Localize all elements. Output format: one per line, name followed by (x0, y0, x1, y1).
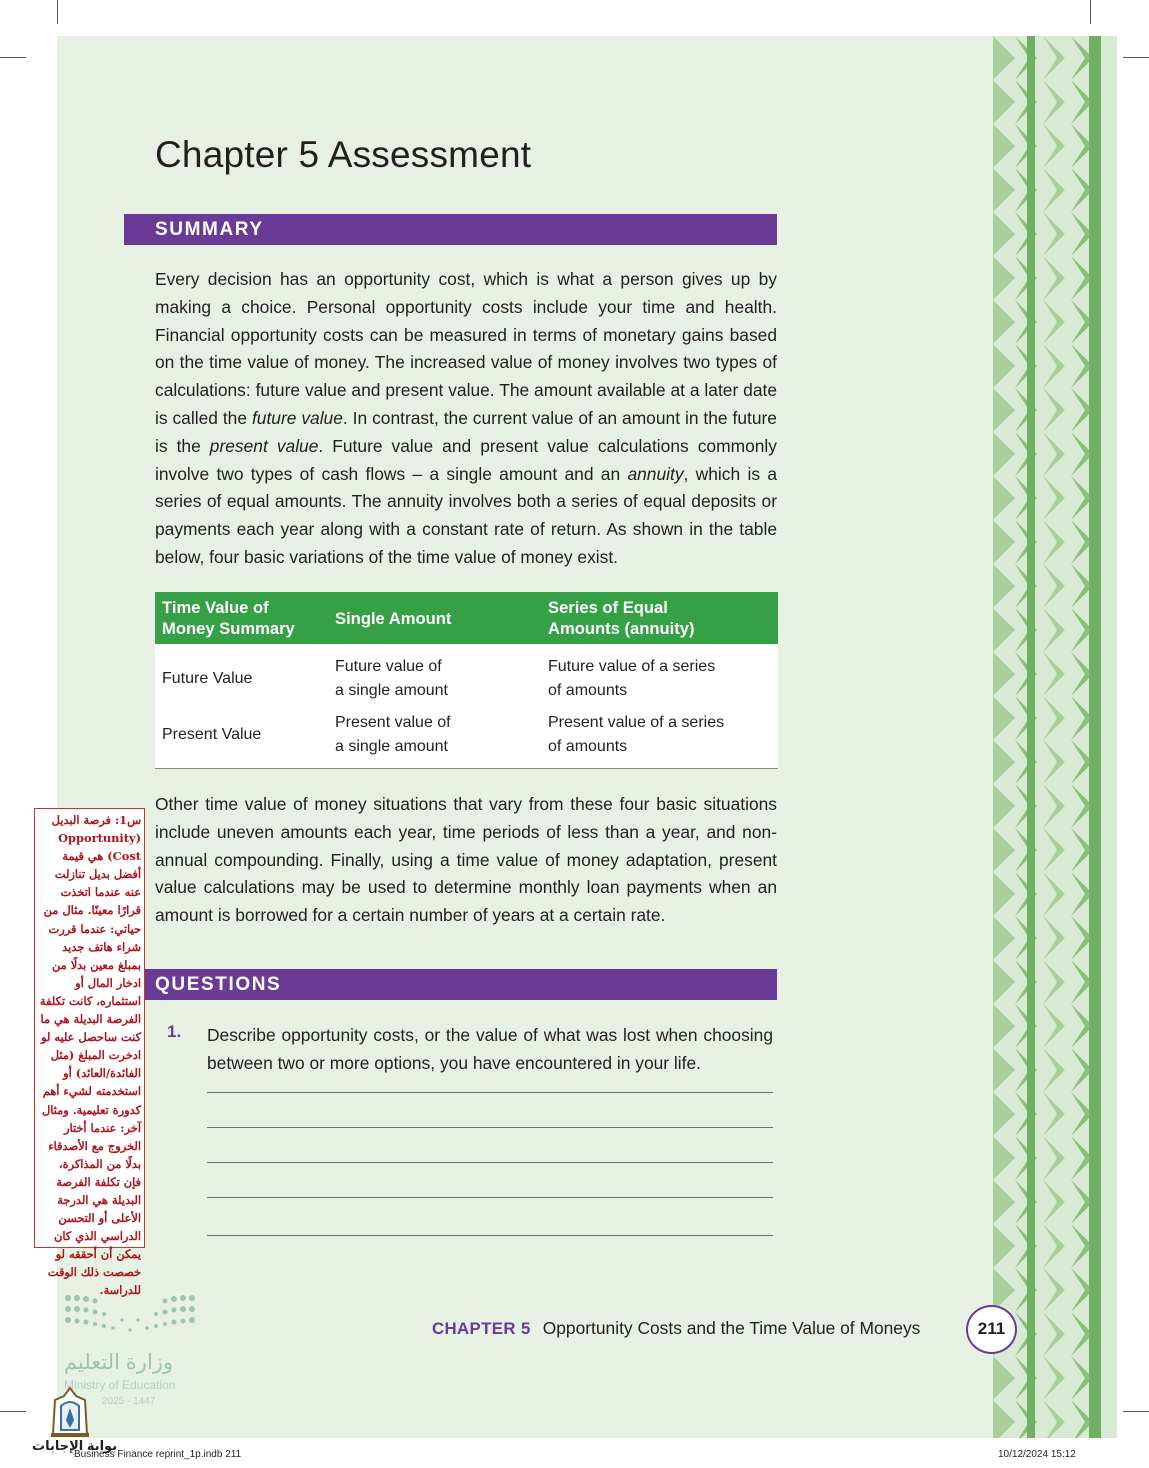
page-number: 211 (977, 1319, 1006, 1338)
summary-paragraph (155, 266, 777, 572)
page-title: Chapter 5 Assessment (155, 134, 532, 175)
table-header-cell: Series of Equal Amounts (annuity) (548, 598, 695, 638)
page-number-badge (966, 1305, 1017, 1354)
question-number: 1. (167, 1022, 182, 1041)
chapter-label: CHAPTER 5 (432, 1319, 531, 1338)
table-cell: Present value of a single amount (335, 714, 451, 755)
answer-line[interactable] (207, 1162, 773, 1163)
table-header-cell: Time Value of Money Summary (162, 598, 295, 638)
questions-heading-bar (124, 969, 777, 1000)
answer-line[interactable] (207, 1235, 773, 1236)
table-body (155, 644, 778, 768)
table-row-label: Present Value (162, 726, 262, 743)
answer-line[interactable] (207, 1197, 773, 1198)
table-header-row (155, 592, 778, 644)
table-cell: Present value of a series of amounts (548, 714, 725, 755)
ministry-name-arabic: وزارة التعليم (64, 1351, 174, 1374)
crop-mark (1123, 1411, 1149, 1412)
ministry-dots-icon (62, 1290, 202, 1342)
print-slug-file: Business Finance reprint_1p.indb 211 (74, 1449, 242, 1460)
watermark-text: بوابة الإجابات (32, 1438, 118, 1453)
term-future-value: future value (251, 407, 343, 428)
table-cell: Future value of a single amount (335, 658, 448, 699)
table-row (155, 708, 778, 768)
crop-mark (57, 0, 58, 24)
summary-heading: SUMMARY (155, 219, 264, 240)
summary-heading-bar (124, 214, 777, 245)
ministry-name-english: Ministry of Education (64, 1378, 176, 1392)
summary-text: . Future value and present value calculations commonly involve two types of cash flows – a single amount and an (155, 435, 777, 484)
crop-mark (0, 57, 26, 58)
summary-text: . In contrast, the current value of an amount in the future is the (155, 407, 777, 456)
answer-line[interactable] (207, 1127, 773, 1128)
watermark-lantern-icon (47, 1386, 93, 1438)
summary-text: , which is a series of equal amounts. The annuity involves both a series of equal deposits or payments each year along with a constant rate of return. As shown in the table below, four basic variations of the time value of money exist. (155, 463, 777, 567)
crop-mark (0, 1411, 26, 1412)
table-row-label: Future Value (162, 670, 253, 687)
table-header-cell: Single Amount (335, 608, 452, 628)
handwritten-answer-note (34, 808, 145, 1298)
summary-paragraph-2: Other time value of money situations that vary from these four basic situations include uneven amounts each year, time periods of less than a year, and non-annual compounding. Finally, using a time value of money adaptation, present value calculations may be used to determine monthly loan payments when an amount is borrowed for a certain number of years at a certain rate. (155, 794, 777, 926)
decorative-pattern-strip (993, 36, 1117, 1438)
term-present-value: present value (209, 435, 319, 456)
questions-heading: QUESTIONS (155, 974, 282, 995)
time-value-summary-table (155, 592, 778, 769)
print-slug-date: 10/12/2024 15:12 (998, 1449, 1076, 1460)
question-text: Describe opportunity costs, or the value of what was lost when choosing between two or more options, you have encountered in your life. (207, 1025, 773, 1073)
ministry-year: 2025 - 1447 (102, 1396, 156, 1407)
table-row (155, 644, 778, 708)
chapter-title: Opportunity Costs and the Time Value of Moneys (542, 1318, 921, 1338)
summary-text: Every decision has an opportunity cost, which is what a person gives up by making a choice. Personal opportunity costs include your time and health. Financial opportunity costs can be measured in terms of monetary gains based on the time value of money. The increased value of money involves two types of calculations: future value and present value. The amount available at a later date is called the (155, 269, 777, 428)
crop-mark (1123, 57, 1149, 58)
answer-line[interactable] (207, 1092, 773, 1093)
crop-mark (1090, 0, 1091, 24)
table-cell: Future value of a series of amounts (548, 658, 716, 699)
chapter-footer (432, 1318, 920, 1339)
note-text: س1: فرصة البديل (Opportunity Cost) هي قيمة أفضل بديل تنازلت عنه عندما اتخذت قرارًا معينًا. مثال من حياتي: عندما قررت شراء هاتف جديد بمبلغ معين بدلًا من ادخار المال أو استثماره، كانت تكلفة الفرصة البديلة هي ما كنت ساحصل عليه لو ادخرت المبلغ (مثل الفائدة/العائد) أو استخدمته لشيء أهم كدورة تعليمية. ومثال آخر: عندما أختار الخروج مع الأصدقاء بدلًا من المذاكرة، فإن تكلفة الفرصة البديلة هي الدرجة الأعلى أو التحسن الدراسي الذي كان يمكن أن أحققه لو خصصت ذلك الوقت للدراسة. (39, 813, 141, 1298)
term-annuity: annuity (627, 463, 684, 484)
